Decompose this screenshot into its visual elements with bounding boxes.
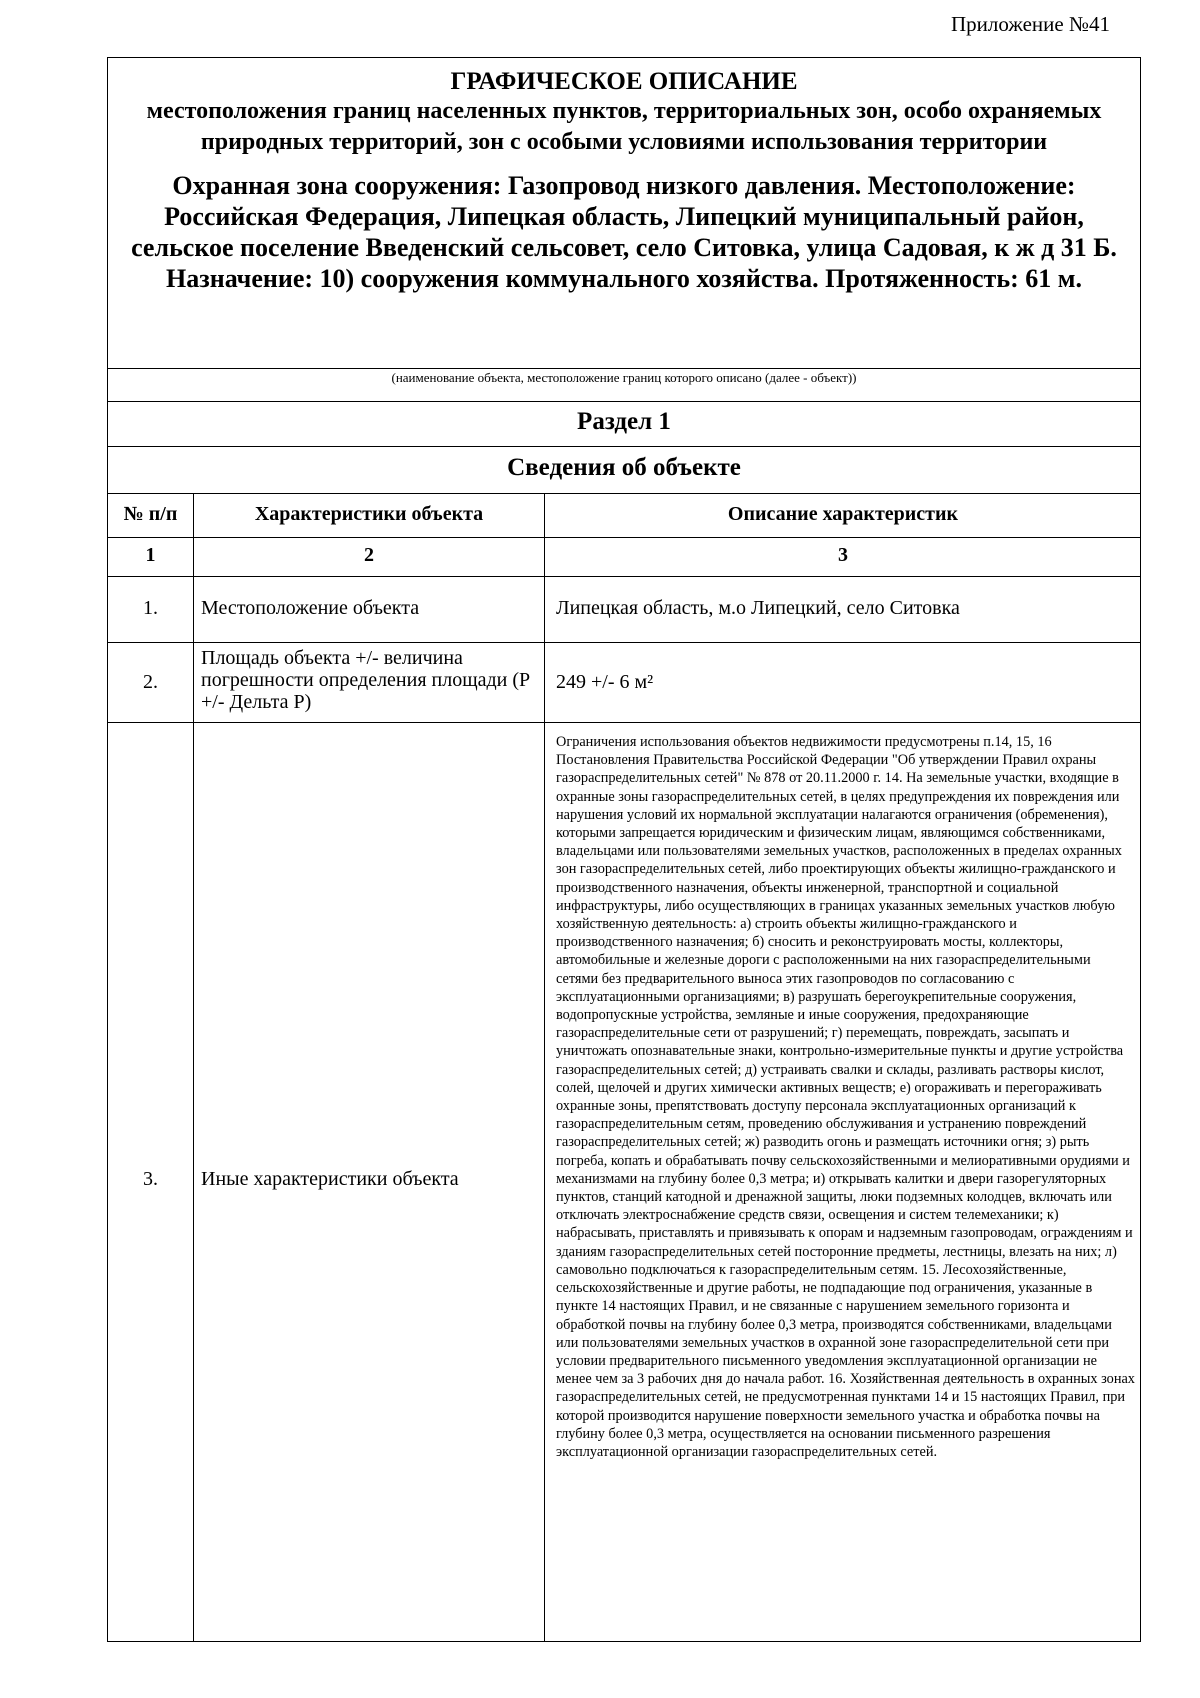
- object-name: Охранная зона сооружения: Газопровод низкого давления. Местоположение: Российская Федерация, Липецкая область, Липецкий муниципальный район, сельское поселение Введенский сельсовет, село Ситовка, улица Садовая, к ж д 31 Б. Назначение: 10) сооружения коммунального хозяйства. Протяженность: 61 м.: [131, 171, 1117, 293]
- column-divider: [544, 493, 545, 1641]
- column-number: 3: [838, 544, 848, 566]
- divider-line: [108, 537, 1140, 538]
- document-title: ГРАФИЧЕСКОЕ ОПИСАНИЕ: [450, 68, 798, 95]
- restrictions-description: Ограничения использования объектов недвижимости предусмотрены п.14, 15, 16 Постановления Правительства Российской Федерации "Об утверждении Правил охраны газораспределительных сетей" № 878 от 20.11.2000 г. 14. На земельные участки, входящие в охранные зоны газораспределительных сетей, в целях предупреждения их повреждения или нарушения условий их нормальной эксплуатации налагаются ограничения (обременения), которыми запрещается юридическим и физическим лицам, являющимся собственниками, владельцами или пользователями земельных участков, расположенных в пределах охранных зон газораспределительных сетей, либо проектирующих объекты жилищно-гражданского и производственного назначения, объекты инженерной, транспортной и социальной инфраструктуры, либо осуществляющих в границах указанных земельных участков любую хозяйственную деятельность: а) строить объекты жилищно-гражданского и производственного назначения; б) сносить и реконструировать мосты, коллекторы, автомобильные и железные дороги с расположенными на них газораспределительными сетями без предварительного выноса этих газопроводов по согласованию с эксплуатационными организациями; в) разрушать берегоукрепительные сооружения, водопропускные устройства, земляные и иные сооружения, предохраняющие газораспределительные сети от разрушений; г) перемещать, повреждать, засыпать и уничтожать опознавательные знаки, контрольно-измерительные пункты и другие устройства газораспределительных сетей; д) устраивать свалки и склады, разливать растворы кислот, солей, щелочей и других химически активных веществ; е) огораживать и перегораживать охранные зоны, препятствовать доступу персонала эксплуатационных организаций к газораспределительным сетям, проведению обслуживания и устранению повреждений газораспределительных сетей; ж) разводить огонь и размещать источники огня; з) рыть погреба, копать и обрабатывать почву сельскохозяйственными и мелиоративными орудиями и механизмами на глубину более 0,3 метра; и) открывать калитки и двери газорегуляторных пунктов, станций катодной и дренажной защиты, люки подземных колодцев, включать или отключать электроснабжение средств связи, освещения и систем телемеханики; к) набрасывать, приставлять и привязывать к опорам и надземным газопроводам, ограждениям и зданиям газораспределительных сетей посторонние предметы, лестницы, влезать на них; л) самовольно подключаться к газораспределительным сетям. 15. Лесохозяйственные, сельскохозяйственные и другие работы, не подпадающие под ограничения, указанные в пункте 14 настоящих Правил, и не связанные с нарушением земельного горизонта и обработкой почвы на глубину более 0,3 метра, производятся собственниками, владельцами или пользователями земельных участков в охранной зоне газораспределительной сети при условии предварительного письменного уведомления эксплуатационной организации не менее чем за 3 рабочих дня до начала работ. 16. Хозяйственная деятельность в охранных зонах газораспределительных сетей, не предусмотренная пунктами 14 и 15 настоящих Правил, при которой производится нарушение поверхности земельного участка и обработка почвы на глубину более 0,3 метра, осуществляется на основании письменного разрешения эксплуатационной организации газораспределительных сетей.: [556, 734, 1135, 1460]
- column-divider: [193, 493, 194, 1641]
- header-description: Описание характеристик: [727, 503, 959, 525]
- caption-rule: [108, 368, 1140, 369]
- divider-line: [108, 493, 1140, 494]
- document-subtitle: местоположения границ населенных пунктов, территориальных зон, особо охраняемых природных территорий, зон с особыми условиями использования территории: [146, 98, 1102, 155]
- divider-line: [108, 401, 1140, 402]
- section-subtitle: Сведения об объекте: [507, 454, 741, 481]
- divider-line: [108, 446, 1140, 447]
- header-characteristic: Характеристики объекта: [254, 503, 484, 525]
- section-title: Раздел 1: [577, 408, 671, 435]
- characteristic-cell: Иные характеристики объекта: [201, 1168, 459, 1190]
- row-number: 3.: [143, 1168, 158, 1190]
- row-number: 2.: [143, 671, 158, 693]
- column-number: 2: [364, 544, 374, 566]
- appendix-label: Приложение №41: [951, 12, 1110, 36]
- header-num: № п/п: [123, 503, 178, 525]
- column-number: 1: [145, 544, 156, 566]
- object-caption: (наименование объекта, местоположение границ которого описано (далее - объект)): [391, 370, 857, 385]
- divider-line: [108, 722, 1140, 723]
- characteristic-cell: Местоположение объекта: [201, 597, 420, 619]
- divider-line: [108, 642, 1140, 643]
- row-number: 1.: [143, 597, 158, 619]
- characteristic-cell: Площадь объекта +/- величина погрешности определения площади (Р +/- Дельта Р): [201, 647, 531, 713]
- document-frame: [107, 57, 1141, 1642]
- description-cell: Липецкая область, м.о Липецкий, село Ситовка: [556, 597, 960, 619]
- description-cell: 249 +/- 6 м²: [556, 671, 654, 693]
- divider-line: [108, 576, 1140, 577]
- title-block: [108, 58, 1140, 294]
